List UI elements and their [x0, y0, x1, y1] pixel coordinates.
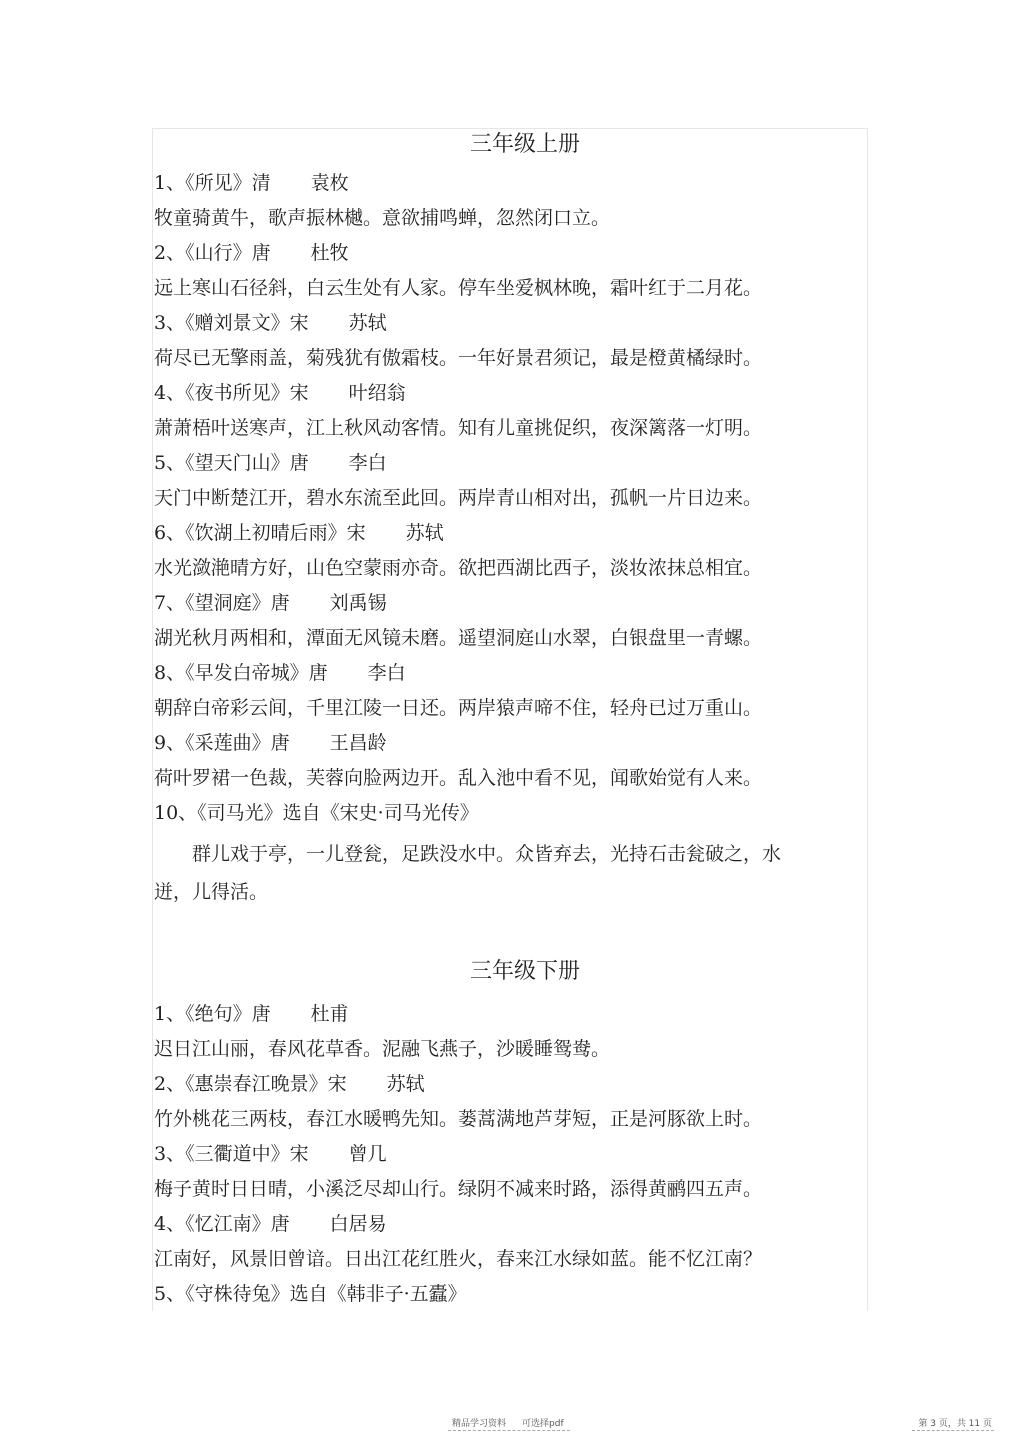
poem-verse: 荷叶罗裙一色裁，芙蓉向脸两边开。乱入池中看不见，闻歌始觉有人来。: [154, 767, 763, 789]
poem-title-text: 7、《望洞庭》唐: [154, 592, 290, 614]
poem-author: 苏轼: [348, 312, 387, 334]
poem-title: [154, 166, 866, 201]
prose-title: 10、《司马光》选自《宋史·司马光传》: [154, 802, 479, 824]
poem-title: [154, 446, 866, 481]
footer-source: [452, 1416, 564, 1429]
poem-title: [154, 306, 866, 341]
poem-author: 袁枚: [310, 172, 349, 194]
poem-title: [154, 726, 866, 761]
poem-title: [154, 656, 866, 691]
poem-author: 杜甫: [310, 1003, 349, 1025]
poem-title: [154, 1137, 866, 1172]
poem-verse: 荷尽已无擎雨盖，菊残犹有傲霜枝。一年好景君须记，最是橙黄橘绿时。: [154, 347, 763, 369]
poem-author: 白居易: [329, 1213, 387, 1235]
poem-title-text: 6、《饮湖上初晴后雨》宋: [154, 522, 366, 544]
poem-verse: 萧萧梧叶送寒声，江上秋风动客情。知有儿童挑促织，夜深篱落一灯明。: [154, 417, 763, 439]
poem-verse: 朝辞白帝彩云间，千里江陵一日还。两岸猿声啼不住，轻舟已过万重山。: [154, 697, 763, 719]
poem-author: 苏轼: [405, 522, 444, 544]
poem-author: 杜牧: [310, 242, 349, 264]
poem-verse: 湖光秋月两相和，潭面无风镜未磨。遥望洞庭山水翠，白银盘里一青螺。: [154, 627, 763, 649]
poem-verse: 迟日江山丽，春风花草香。泥融飞燕子，沙暖睡鸳鸯。: [154, 1038, 611, 1060]
poem-title-text: 3、《赠刘景文》宋: [154, 312, 309, 334]
poem-list-lower: [154, 997, 866, 1277]
poem-title-text: 5、《望天门山》唐: [154, 452, 309, 474]
footer-divider: [448, 1430, 570, 1431]
section-heading-2: 三年级下册: [469, 959, 580, 984]
poem-title-text: 1、《所见》清: [154, 172, 271, 194]
poem-title-text: 2、《惠崇春江晚景》宋: [154, 1073, 347, 1095]
poem-title-text: 3、《三衢道中》宋: [154, 1143, 309, 1165]
poem-verse: 梅子黄时日日晴，小溪泛尽却山行。绿阴不减来时路，添得黄鹂四五声。: [154, 1178, 763, 1200]
prose-text: [154, 831, 866, 911]
poem-title-text: 2、《山行》唐: [154, 242, 271, 264]
poem-author: 苏轼: [386, 1073, 425, 1095]
poem-author: 刘禹锡: [329, 592, 387, 614]
poem-author: 曾几: [348, 1143, 387, 1165]
poem-title: [154, 516, 866, 551]
poem-author: 叶绍翁: [348, 382, 406, 404]
poem-title-text: 1、《绝句》唐: [154, 1003, 271, 1025]
poem-verse: 水光潋滟晴方好，山色空蒙雨亦奇。欲把西湖比西子，淡妆浓抹总相宜。: [154, 557, 763, 579]
footer-label: 精品学习资料: [452, 1419, 507, 1429]
poem-author: 李白: [348, 452, 387, 474]
section-heading-1: 三年级上册: [469, 132, 580, 157]
poem-verse: 天门中断楚江开，碧水东流至此回。两岸青山相对出，孤帆一片日边来。: [154, 487, 763, 509]
footer-divider: [912, 1430, 994, 1431]
poem-title-text: 4、《忆江南》唐: [154, 1213, 290, 1235]
poem-title: [154, 236, 866, 271]
poem-author: 李白: [367, 662, 406, 684]
poem-list-upper: [154, 166, 866, 796]
poem-title-text: 8、《早发白帝城》唐: [154, 662, 328, 684]
poem-author: 王昌龄: [329, 732, 387, 754]
document-content: [154, 130, 866, 1312]
poem-title: [154, 376, 866, 411]
prose-line: 迸，儿得活。: [154, 881, 269, 903]
poem-title-text: 4、《夜书所见》宋: [154, 382, 309, 404]
poem-verse: 远上寒山石径斜，白云生处有人家。停车坐爱枫林晚，霜叶红于二月花。: [154, 277, 763, 299]
prose-line: 群儿戏于亭，一儿登瓮，足跌没水中。众皆弃去，光持石击瓮破之，水: [192, 843, 782, 865]
poem-verse: 竹外桃花三两枝，春江水暖鸭先知。蒌蒿满地芦芽短，正是河豚欲上时。: [154, 1108, 763, 1130]
poem-verse: 牧童骑黄牛，歌声振林樾。意欲捕鸣蝉，忽然闭口立。: [154, 207, 611, 229]
page-number: 第 3 页，共 11 页: [918, 1419, 992, 1429]
poem-title: [154, 1067, 866, 1102]
footer-label: 可选择pdf: [522, 1419, 564, 1429]
poem-title: [154, 1207, 866, 1242]
poem-title: 5、《守株待兔》选自《韩非子·五蠹》: [154, 1283, 467, 1305]
poem-verse: 江南好，风景旧曾谙。日出江花红胜火，春来江水绿如蓝。能不忆江南？: [154, 1248, 763, 1270]
poem-title-text: 9、《采莲曲》唐: [154, 732, 290, 754]
poem-title: [154, 997, 866, 1032]
poem-title: [154, 586, 866, 621]
